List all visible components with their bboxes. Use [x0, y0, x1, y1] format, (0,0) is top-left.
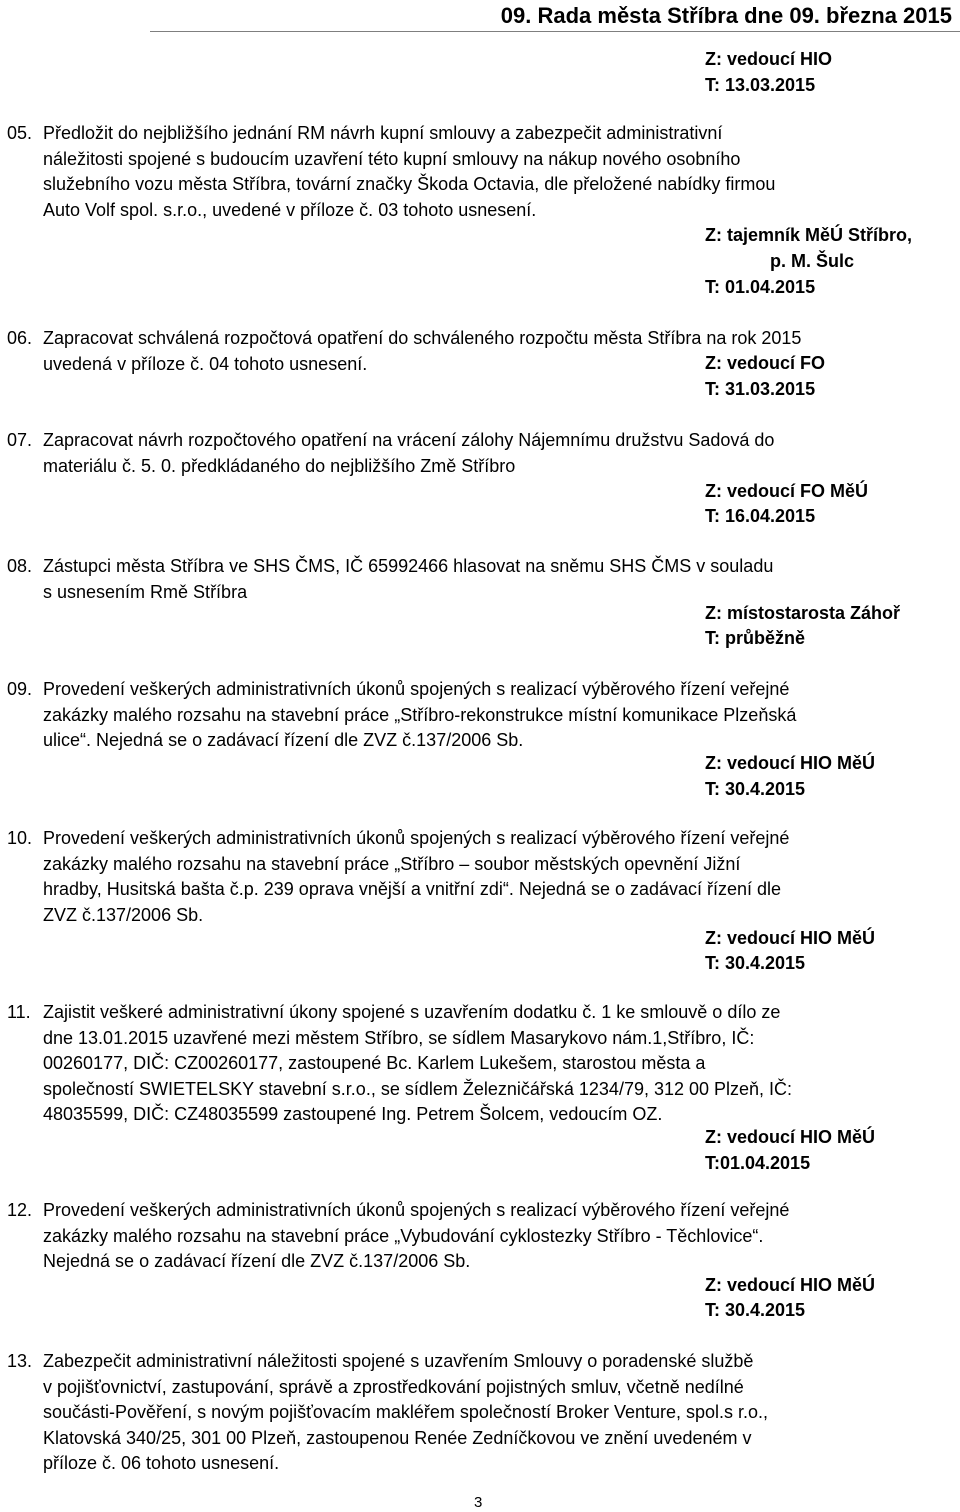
resolution-item-08 [7, 554, 953, 605]
item-number: 09. [7, 679, 33, 699]
item-05-responsible: Z: tajemník MěÚ Stříbro, [705, 225, 913, 245]
item-text-line: Provedení veškerých administrativních úkonů spojených s realizací výběrového řízení veřejné [43, 679, 790, 699]
item-text-line: společností SWIETELSKY stavební s.r.o., se sídlem Železničářská 1234/79, 312 00 Plzeň, IČ: [43, 1078, 793, 1099]
item-10-responsible: Z: vedoucí HIO MěÚ [705, 928, 876, 948]
resolution-item-07 [7, 428, 953, 479]
item-number: 10. [7, 828, 33, 848]
page-header-title: 09. Rada města Stříbra dne 09. března 2015 [500, 3, 952, 28]
item-09-responsible: Z: vedoucí HIO MěÚ [705, 753, 876, 773]
item-text-line: zakázky malého rozsahu na stavební práce „Stříbro-rekonstrukce místní komunikace Plzeňská [43, 704, 797, 725]
page-number: 3 [474, 1494, 483, 1511]
item-text-line: Zabezpečit administrativní náležitosti spojené s uzavřením Smlouvy o poradenské službě [43, 1351, 754, 1371]
resolution-item-09 [7, 677, 953, 754]
item-12-responsible: Z: vedoucí HIO MěÚ [705, 1275, 876, 1295]
item-text-line: 00260177, DIČ: CZ00260177, zastoupené Bc. Karlem Lukešem, starostou města a [43, 1053, 706, 1073]
item-text-line: náležitosti spojené s budoucím uzavření této kupní smlouvy na nákup nového osobního [43, 148, 741, 169]
item-number: 08. [7, 556, 33, 576]
item-text-line: Klatovská 340/25, 301 00 Plzeň, zastoupenou Renée Zedníčkovou ve znění uvedeném v [43, 1427, 752, 1448]
item-10-deadline: T: 30.4.2015 [705, 953, 806, 973]
item-number: 11. [7, 1002, 31, 1022]
item-05-deadline: T: 01.04.2015 [705, 277, 816, 297]
item-text-line: Nejedná se o zadávací řízení dle ZVZ č.137/2006 Sb. [43, 1251, 471, 1271]
item-number: 07. [7, 430, 33, 450]
item-08-responsible: Z: místostarosta Záhoř [705, 603, 901, 623]
resolution-item-10 [7, 826, 953, 928]
item-06-deadline: T: 31.03.2015 [705, 379, 816, 399]
header-divider [150, 31, 960, 32]
item-text-line: s usnesením Rmě Stříbra [43, 581, 248, 602]
item-text-line: Zástupci města Stříbra ve SHS ČMS, IČ 65992466 hlasovat na sněmu SHS ČMS v souladu [43, 556, 774, 576]
item-text-line: uvedená v příloze č. 04 tohoto usnesení. [43, 353, 368, 374]
item-text-line: příloze č. 06 tohoto usnesení. [43, 1453, 280, 1473]
item-number: 12. [7, 1200, 33, 1220]
item-09-deadline: T: 30.4.2015 [705, 779, 806, 799]
item-11-deadline: T:01.04.2015 [705, 1153, 811, 1173]
item-number: 06. [7, 328, 33, 348]
item-text-line: služebního vozu města Stříbra, tovární značky Škoda Octavia, dle přeložené nabídky firmou [43, 174, 776, 194]
item-text-line: zakázky malého rozsahu na stavební práce „Stříbro – soubor městských opevnění Jižní [43, 853, 741, 874]
item-07-deadline: T: 16.04.2015 [705, 506, 816, 526]
item-text-line: ZVZ č.137/2006 Sb. [43, 904, 204, 925]
item-11-responsible: Z: vedoucí HIO MěÚ [705, 1127, 876, 1147]
item-text-line: Předložit do nejbližšího jednání RM návrh kupní smlouvy a zabezpečit administrativní [43, 123, 723, 143]
item-text-line: v pojišťovnictví, zastupování, správě a zprostředkování pojistných smluv, včetně nedílné [43, 1376, 744, 1397]
item-text-line: součásti-Pověření, s novým pojišťovacím makléřem společností Broker Venture, spol.s r.o., [43, 1402, 769, 1422]
item-06-responsible: Z: vedoucí FO [705, 353, 826, 373]
resolution-item-12 [7, 1198, 953, 1275]
resolution-item-05 [7, 121, 953, 223]
item-number: 13. [7, 1351, 33, 1371]
item-text-line: Provedení veškerých administrativních úkonů spojených s realizací výběrového řízení veřejné [43, 1200, 790, 1220]
item-12-deadline: T: 30.4.2015 [705, 1300, 806, 1320]
item-text-line: 48035599, DIČ: CZ48035599 zastoupené Ing. Petrem Šolcem, vedoucím OZ. [43, 1104, 663, 1124]
item-text-line: Zapracovat schválená rozpočtová opatření do schváleného rozpočtu města Stříbra na rok 2015 [43, 328, 802, 348]
item-text-line: dne 13.01.2015 uzavřené mezi městem Stříbro, se sídlem Masarykovo nám.1,Stříbro, IČ: [43, 1027, 755, 1048]
item-05-responsible-name: p. M. Šulc [770, 251, 855, 271]
item-text-line: Zajistit veškeré administrativní úkony spojené s uzavřením dodatku č. 1 ke smlouvě o dílo ze [43, 1002, 781, 1022]
item-07-responsible: Z: vedoucí FO MěÚ [705, 481, 869, 501]
resolution-item-11 [7, 1000, 953, 1128]
item-text-line: hradby, Husitská bašta č.p. 239 oprava vnější a vnitřní zdi“. Nejedná se o zadávací řízení dle [43, 879, 782, 899]
item-number: 05. [7, 123, 33, 143]
item-text-line: ulice“. Nejedná se o zadávací řízení dle ZVZ č.137/2006 Sb. [43, 730, 524, 750]
item-text-line: zakázky malého rozsahu na stavební práce „Vybudování cyklostezky Stříbro - Těchlovice“. [43, 1225, 764, 1246]
item-text-line: Provedení veškerých administrativních úkonů spojených s realizací výběrového řízení veřejné [43, 828, 790, 848]
resolution-item-13 [7, 1349, 953, 1477]
top-responsible: Z: vedoucí HIO [705, 49, 833, 69]
item-text-line: materiálu č. 5. 0. předkládaného do nejbližšího Změ Stříbro [43, 455, 516, 476]
top-deadline: T: 13.03.2015 [705, 75, 816, 95]
item-text-line: Zapracovat návrh rozpočtového opatření na vrácení zálohy Nájemnímu družstvu Sadová do [43, 430, 775, 450]
item-text-line: Auto Volf spol. s.r.o., uvedené v příloze č. 03 tohoto usnesení. [43, 199, 537, 220]
item-08-deadline: T: průběžně [705, 628, 806, 648]
